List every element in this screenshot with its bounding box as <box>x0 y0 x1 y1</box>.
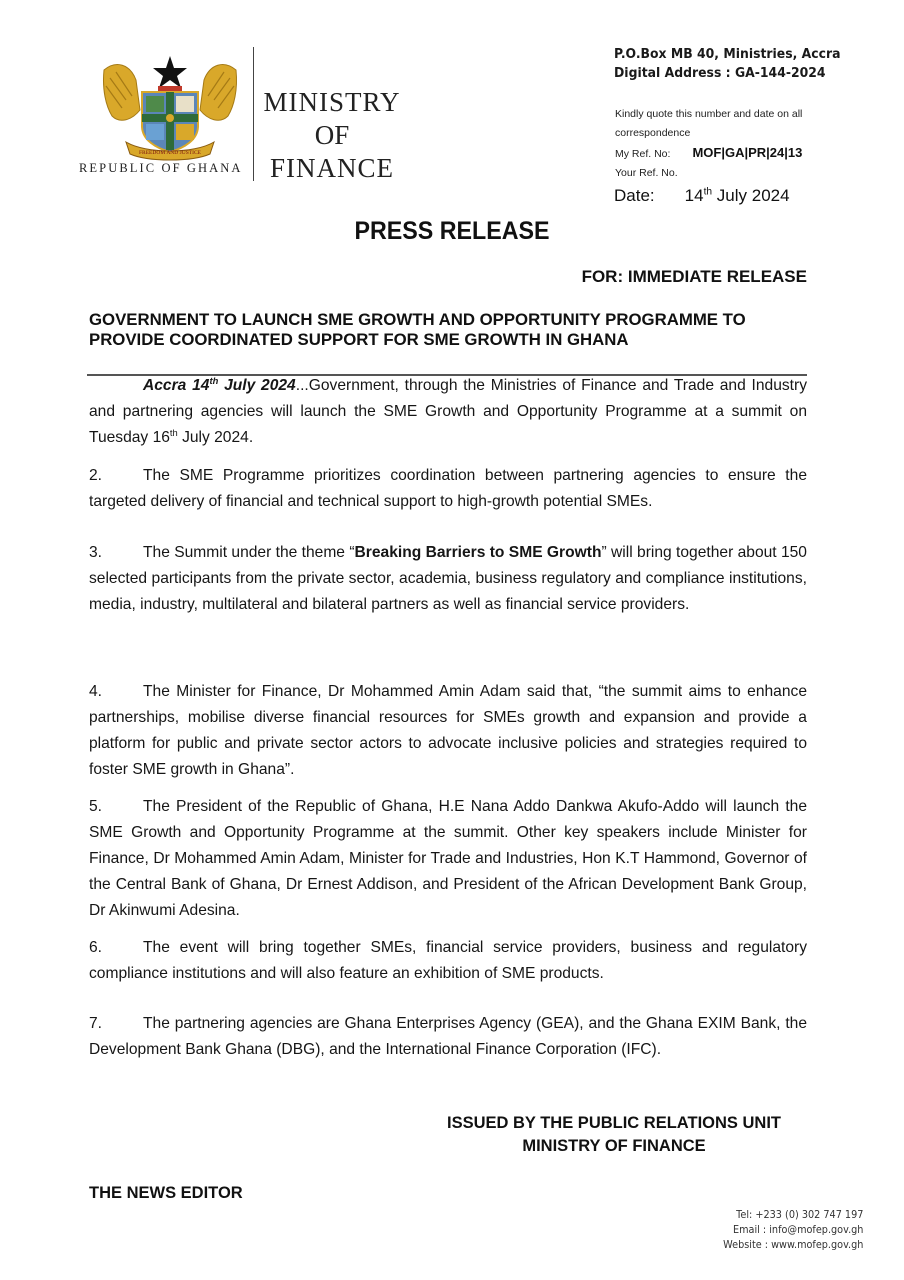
republic-of-ghana-label: REPUBLIC OF GHANA <box>79 161 243 175</box>
paragraph-text: The Minister for Finance, Dr Mohammed Amin Adam said that, “the summit aims to enhance partnerships, mobilise diverse financial resources for SMEs growth and expansion and provide a platform for public and private sector actors to advocate inclusive policies and strategies required to foster SME growth in Ghana”. <box>89 683 807 778</box>
dateline-text: Accra 14 <box>143 377 210 394</box>
paragraph-4 <box>89 679 807 783</box>
paragraph-5 <box>89 794 807 924</box>
date-month-year: July 2024 <box>712 186 790 205</box>
paragraph-text: The partnering agencies are Ghana Enterprises Agency (GEA), and the Ghana EXIM Bank, the Development Bank Ghana (DBG), and the International Finance Corporation (IFC). <box>89 1015 807 1058</box>
paragraph-number: 6. <box>89 939 103 956</box>
page-title: PRESS RELEASE <box>354 217 550 245</box>
issued-by-line-1: ISSUED BY THE PUBLIC RELATIONS UNIT <box>447 1114 781 1132</box>
ministry-line-2: OF <box>314 120 350 150</box>
address-line-2: Digital Address : GA-144-2024 <box>614 65 826 81</box>
paragraph-1 <box>89 373 807 451</box>
paragraph-1-text: ...Government, through the Ministries of Finance and Trade and Industry and partnering agencies will launch the SME Growth and Opportunity Programme at a summit on Tuesday 16 <box>89 377 807 446</box>
paragraph-number: 4. <box>89 683 103 700</box>
contact-footer <box>723 1207 863 1252</box>
contact-email[interactable]: Email : info@mofep.gov.gh <box>732 1223 863 1236</box>
paragraph-text: The event will bring together SMEs, financial service providers, business and regulatory compliance institutions and will also feature an exhibition of SME products. <box>89 939 807 982</box>
ministry-of-finance-wordmark <box>262 86 402 185</box>
document-date <box>614 186 790 206</box>
addressee: THE NEWS EDITOR <box>89 1184 243 1202</box>
dateline <box>143 377 296 394</box>
paragraph-number: 5. <box>89 798 103 815</box>
date-label: Date: <box>614 186 655 205</box>
ministry-line-1: MINISTRY <box>263 87 401 117</box>
paragraph-7 <box>89 1011 807 1063</box>
ministry-line-3: FINANCE <box>269 153 394 183</box>
dateline-suffix: th <box>209 375 219 386</box>
your-ref-label: Your Ref. No. <box>615 167 678 179</box>
letterhead-divider <box>253 47 254 181</box>
paragraph-number: 2. <box>89 467 103 484</box>
paragraph-3 <box>89 540 807 618</box>
contact-tel: Tel: +233 (0) 302 747 197 <box>735 1208 863 1221</box>
paragraph-1-suffix: th <box>169 427 178 438</box>
issued-by-block <box>404 1112 824 1158</box>
paragraph-text: The Summit under the theme “ <box>143 544 355 561</box>
paragraph-text: The President of the Republic of Ghana, H.E Nana Addo Dankwa Akufo-Addo will launch the SME Growth and Opportunity Programme at the summit. Other key speakers include Minister for Finance, Dr Mohammed Amin Adam, Minister for Trade and Industries, Hon K.T Hammond, Governor of the Central Bank of Ghana, Dr Ernest Addison, and President of the African Development Bank Group, Dr Akinwumi Adesina. <box>89 798 807 919</box>
paragraph-2 <box>89 463 807 515</box>
summit-theme: Breaking Barriers to SME Growth <box>354 544 602 561</box>
my-ref-label: My Ref. No: <box>615 148 671 160</box>
paragraph-6 <box>89 935 807 987</box>
address-line-1: P.O.Box MB 40, Ministries, Accra <box>614 46 841 62</box>
release-type: FOR: IMMEDIATE RELEASE <box>581 267 807 286</box>
paragraph-text: The SME Programme prioritizes coordination between partnering agencies to ensure the targeted delivery of financial and technical support to high-growth potential SMEs. <box>89 467 807 510</box>
paragraph-number: 3. <box>89 544 103 561</box>
dateline-text-end: July 2024 <box>218 377 296 394</box>
crest-motto: FREEDOM AND JUSTICE <box>138 150 202 156</box>
contact-website[interactable]: Website : www.mofep.gov.gh <box>722 1238 863 1251</box>
headline: GOVERNMENT TO LAUNCH SME GROWTH AND OPPORTUNITY PROGRAMME TO PROVIDE COORDINATED SUPPORT FOR SME GROWTH IN GHANA <box>89 310 746 349</box>
paragraph-text-end: ” will bring together about 150 selected participants from the private sector, academia, business regulatory and compliance institutions, media, industry, multilateral and bilateral partners as well as financial service providers. <box>89 544 807 613</box>
my-ref-value: MOF|GA|PR|24|13 <box>692 145 803 160</box>
my-ref-row <box>615 145 802 160</box>
paragraph-number: 7. <box>89 1015 103 1032</box>
date-day: 14 <box>684 186 704 205</box>
paragraph-1-text-end: July 2024. <box>177 429 254 446</box>
quote-reference-note: Kindly quote this number and date on all correspondence <box>615 108 803 139</box>
issued-by-line-2: MINISTRY OF FINANCE <box>522 1137 706 1155</box>
postal-address <box>614 45 840 83</box>
ghana-coat-of-arms-icon <box>96 50 244 164</box>
date-suffix: th <box>703 186 713 198</box>
